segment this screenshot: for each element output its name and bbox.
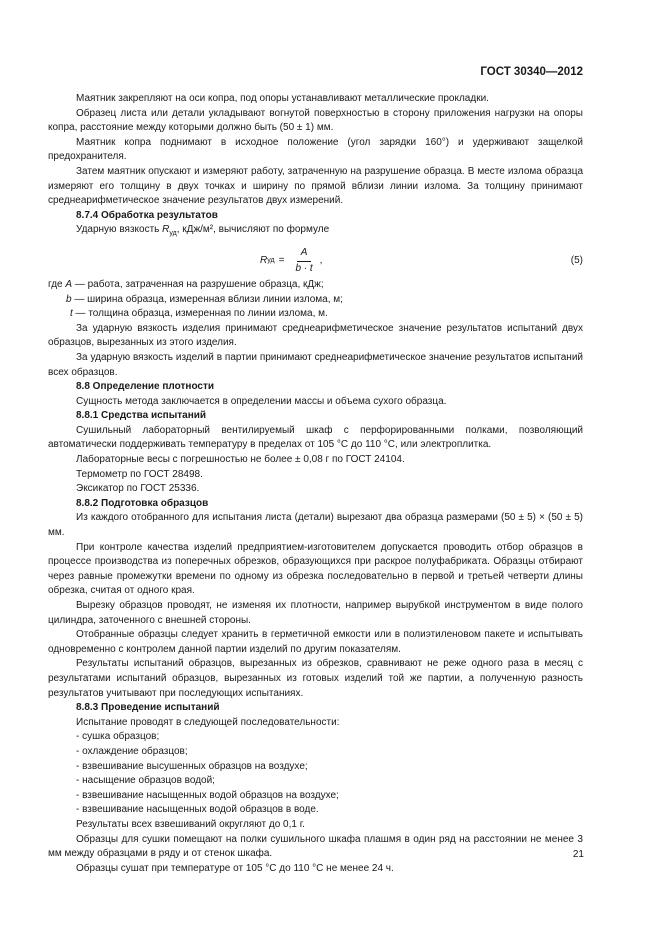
section-heading-8-8-3: 8.8.3 Проведение испытаний [76,702,220,714]
list-item: - взвешивание насыщенных водой образцов на воздухе; [76,789,339,801]
list-item: - охлаждение образцов; [76,745,188,757]
where-line: b — ширина образца, измеренная вблизи линии излома, м; [66,293,343,305]
formula-tail: , [319,254,323,266]
list-item: - взвешивание высушенных образцов на воздухе; [76,760,308,772]
paragraph: Сущность метода заключается в определении массы и объема сухого образца. [76,395,447,407]
list-item: - сушка образцов; [76,731,160,743]
paragraph: Испытание проводят в следующей последовательности: [76,716,340,728]
formula-5 [48,242,583,278]
formula-fraction [291,246,316,276]
page-number: 21 [572,849,584,860]
section-heading-8-8-2: 8.8.2 Подготовка образцов [76,497,209,509]
formula-number: (5) [570,254,583,266]
section-heading-8-8-1: 8.8.1 Средства испытаний [76,410,207,422]
paragraph: Маятник копра поднимают в исходное положение (угол зарядки 160°) и удерживают защелкой предохранителя. [48,136,583,163]
formula-numerator: A [297,246,312,262]
list-item: - взвешивание насыщенных водой образцов в воде. [76,804,319,816]
where-line: где A — работа, затраченная на разрушение образца, кДж; [48,278,324,290]
page-body [48,92,583,876]
formula-denominator: b · t [295,262,313,274]
paragraph: Эксикатор по ГОСТ 25336. [76,483,200,495]
list-item: - насыщение образцов водой; [76,775,215,787]
paragraph: Отобранные образцы следует хранить в герметичной емкости или в полиэтиленовом пакете и испытывать одновременно с контролем данной партии изделий по другим показателям. [48,629,583,655]
paragraph: Результаты испытаний образцов, вырезанных из обрезков, сравнивают не реже одного раза в месяц с результатами испытаний образцов, вырезанных из готовых изделий той же партии, а полученную разность результатов учитывают при последующих испытаниях. [48,658,583,699]
paragraph: Результаты всех взвешиваний округляют до 0,1 г. [76,818,305,830]
paragraph: За ударную вязкость изделий в партии принимают среднеарифметическое значение результатов испытаний всех образцов. [48,351,583,378]
paragraph: Из каждого отобранного для испытания листа (детали) вырезают два образца размерами (50 ± 5) × (50 ± 5) мм. [48,512,583,539]
paragraph: Лабораторные весы с погрешностью не более ± 0,08 г по ГОСТ 24104. [76,454,405,466]
paragraph: За ударную вязкость изделия принимают среднеарифметическое значение результатов испытаний двух образцов, вырезанных из этого изделия. [48,322,583,349]
section-heading-8-8: 8.8 Определение плотности [76,381,215,393]
document-header: ГОСТ 30340—2012 [480,66,583,78]
paragraph: Образец листа или детали укладывают вогнутой поверхностью в сторону приложения нагрузки на опоры копра, расстояние между которыми должно быть (50 ± 1) мм. [48,107,583,134]
paragraph: Сушильный лабораторный вентилируемый шкаф с перфорированными полками, позволяющий автоматически поддерживать температуру в пределах от 105 °С до 110 °С, или электроплитка. [48,424,583,451]
formula-intro: Ударную вязкость $R_{уд}$, кДж/м², вычисляют по формуле [76,224,330,238]
where-line: t — толщина образца, измеренная по линии излома, м. [70,308,328,320]
paragraph: При контроле качества изделий предприятием-изготовителем допускается проводить отбор образцов в процессе производства из поперечных обрезков, образующихся при раскрое полуфабриката. Образцы отбирают через равные промежутки времени по одному из обрезка последовательно в первой и третьей четверти длины обрезка, считая от одного края. [48,541,583,597]
formula-equals: = [278,254,285,266]
formula-lhs: R [260,254,268,266]
paragraph: Маятник закрепляют на оси копра, под опоры устанавливают металлические прокладки. [76,93,489,104]
paragraph: Термометр по ГОСТ 28498. [76,468,203,480]
paragraph: Затем маятник опускают и измеряют работу, затраченную на разрушение образца. В месте излома образца измеряют его толщину в двух точках и ширину по прямой вблизи линии излома. За толщину принимают среднеарифметическое значение результатов двух измерений. [48,165,583,207]
formula-lhs-sub: уд [267,256,275,264]
section-heading-8-7-4: 8.7.4 Обработка результатов [76,209,218,221]
paragraph: Вырезку образцов проводят, не изменяя их плотности, например вырубкой инструментом в виде полого цилиндра, заточенного с внешней стороны. [48,600,583,626]
paragraph: Образцы сушат при температуре от 105 °С до 110 °С не менее 24 ч. [76,862,394,874]
paragraph: Образцы для сушки помещают на полки сушильного шкафа плашмя в один ряд на расстоянии не менее 3 мм между образцами в ряду и от стенок шкафа. [48,833,583,860]
